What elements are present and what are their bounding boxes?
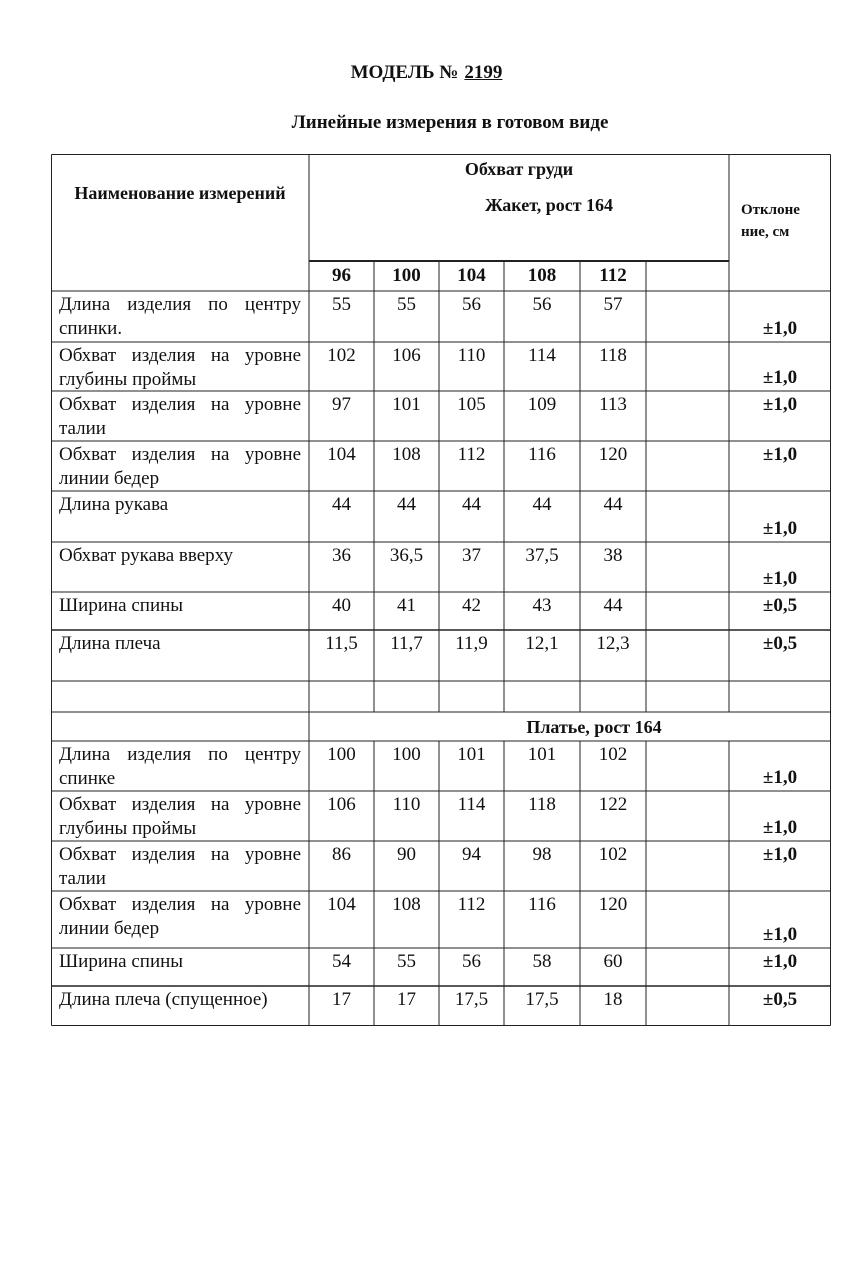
value-cell: 40	[332, 595, 351, 616]
deviation-cell: ±1,0	[762, 394, 798, 415]
value-cell: 106	[327, 794, 356, 815]
value-cell: 90	[397, 844, 416, 865]
value-cell: 98	[532, 844, 552, 865]
value-cell: 116	[528, 444, 556, 465]
value-cell: 41	[397, 595, 416, 616]
deviation-cell: ±1,0	[762, 817, 798, 838]
row-name-line1: Длина рукава	[59, 494, 169, 515]
model-title	[0, 62, 853, 84]
row-name-line1: Обхват изделия на уровне	[59, 894, 301, 915]
deviation-cell: ±1,0	[762, 951, 798, 972]
value-cell: 11,9	[455, 633, 488, 654]
value-cell: 56	[462, 951, 481, 972]
value-cell: 105	[457, 394, 486, 415]
size-header-112: 112	[599, 265, 627, 286]
row-name-line1: Длина изделия по центру	[59, 294, 301, 315]
value-cell: 38	[603, 545, 623, 566]
size-header-108: 108	[527, 265, 557, 286]
value-cell: 37	[462, 545, 481, 566]
value-cell: 12,1	[525, 633, 559, 654]
section-title-dress: Платье, рост 164	[526, 717, 662, 737]
value-cell: 109	[527, 394, 557, 415]
value-cell: 101	[457, 744, 486, 765]
value-cell: 37,5	[525, 545, 559, 566]
value-cell: 112	[457, 444, 486, 465]
value-cell: 11,7	[390, 633, 423, 654]
value-cell: 120	[598, 894, 628, 915]
deviation-cell: ±1,0	[762, 318, 798, 339]
deviation-cell: ±1,0	[762, 767, 798, 788]
value-cell: 102	[598, 844, 628, 865]
value-cell: 55	[397, 951, 416, 972]
value-cell: 114	[457, 794, 486, 815]
value-cell: 94	[462, 844, 481, 865]
value-cell: 104	[327, 444, 356, 465]
value-cell: 104	[327, 894, 356, 915]
row-name-line1: Обхват изделия на уровне	[59, 794, 301, 815]
value-cell: 36	[332, 545, 351, 566]
row-name-line2: спинке	[59, 768, 116, 789]
value-cell: 44	[532, 494, 552, 515]
deviation-cell: ±0,5	[762, 595, 798, 616]
value-cell: 120	[598, 444, 628, 465]
value-cell: 100	[392, 744, 421, 765]
value-cell: 44	[397, 494, 416, 515]
value-cell: 17	[332, 989, 351, 1010]
value-cell: 97	[332, 394, 351, 415]
row-name-line1: Ширина спины	[59, 595, 184, 616]
value-cell: 112	[457, 894, 486, 915]
value-cell: 110	[457, 345, 486, 366]
size-header-100: 100	[392, 265, 421, 286]
row-name-line1: Обхват изделия на уровне	[59, 444, 301, 465]
size-header-96: 96	[332, 265, 351, 286]
value-cell: 122	[598, 794, 628, 815]
value-cell: 43	[532, 595, 552, 616]
deviation-header	[741, 199, 831, 243]
value-cell: 102	[327, 345, 356, 366]
value-cell: 108	[392, 444, 421, 465]
deviation-header-line2: ние, см	[741, 224, 790, 240]
value-cell: 101	[527, 744, 557, 765]
deviation-cell: ±1,0	[762, 568, 798, 589]
page-subtitle: Линейные измерения в готовом виде	[291, 112, 609, 133]
section-title-jacket: Жакет, рост 164	[484, 195, 614, 215]
row-name-line2: линии бедер	[59, 468, 160, 489]
value-cell: 12,3	[596, 633, 630, 654]
value-cell: 11,5	[325, 633, 358, 654]
row-name-line1: Длина плеча	[59, 633, 161, 654]
value-cell: 44	[603, 494, 623, 515]
row-name-line2: линии бедер	[59, 918, 160, 939]
value-cell: 108	[392, 894, 421, 915]
value-cell: 86	[332, 844, 351, 865]
value-cell: 118	[528, 794, 556, 815]
row-name-line2: талии	[59, 868, 106, 889]
row-name-line1: Длина изделия по центру	[59, 744, 301, 765]
size-header-104: 104	[457, 265, 486, 286]
row-name-line2: спинки.	[59, 318, 123, 339]
col-name-header: Наименование измерений	[74, 183, 286, 203]
value-cell: 42	[462, 595, 481, 616]
deviation-cell: ±1,0	[762, 844, 798, 865]
value-cell: 118	[599, 345, 627, 366]
col-group-header: Обхват груди	[464, 159, 574, 179]
row-name-line2: глубины проймы	[59, 369, 197, 390]
model-label: МОДЕЛЬ №	[350, 62, 459, 83]
value-cell: 106	[392, 345, 421, 366]
value-cell: 56	[462, 294, 481, 315]
value-cell: 116	[528, 894, 556, 915]
deviation-header-line1: Отклоне	[741, 202, 800, 218]
deviation-cell: ±1,0	[762, 444, 798, 465]
value-cell: 60	[603, 951, 623, 972]
deviation-cell: ±1,0	[762, 367, 798, 388]
row-name-line1: Ширина спины	[59, 951, 184, 972]
value-cell: 55	[397, 294, 416, 315]
value-cell: 114	[528, 345, 556, 366]
model-number: 2199	[464, 62, 503, 83]
value-cell: 44	[462, 494, 481, 515]
measurements-table	[51, 154, 831, 1026]
value-cell: 44	[603, 595, 623, 616]
value-cell: 101	[392, 394, 421, 415]
value-cell: 17	[397, 989, 416, 1010]
value-cell: 17,5	[525, 989, 559, 1010]
row-name-line1: Обхват изделия на уровне	[59, 844, 301, 865]
value-cell: 100	[327, 744, 356, 765]
value-cell: 113	[599, 394, 627, 415]
row-name-line2: глубины проймы	[59, 818, 197, 839]
deviation-cell: ±0,5	[762, 633, 798, 654]
deviation-cell: ±1,0	[762, 518, 798, 539]
value-cell: 18	[603, 989, 623, 1010]
value-cell: 36,5	[389, 545, 424, 566]
row-name-line1: Обхват рукава вверху	[59, 545, 233, 566]
value-cell: 56	[532, 294, 552, 315]
value-cell: 57	[603, 294, 623, 315]
row-name-line1: Обхват изделия на уровне	[59, 394, 301, 415]
value-cell: 17,5	[454, 989, 489, 1010]
value-cell: 102	[598, 744, 628, 765]
row-name-line2: талии	[59, 418, 106, 439]
value-cell: 55	[332, 294, 351, 315]
row-name-line1: Длина плеча (спущенное)	[59, 989, 268, 1010]
value-cell: 110	[392, 794, 421, 815]
deviation-cell: ±0,5	[762, 989, 798, 1010]
value-cell: 54	[332, 951, 351, 972]
value-cell: 58	[532, 951, 552, 972]
value-cell: 44	[332, 494, 351, 515]
row-name-line1: Обхват изделия на уровне	[59, 345, 301, 366]
deviation-cell: ±1,0	[762, 924, 798, 945]
